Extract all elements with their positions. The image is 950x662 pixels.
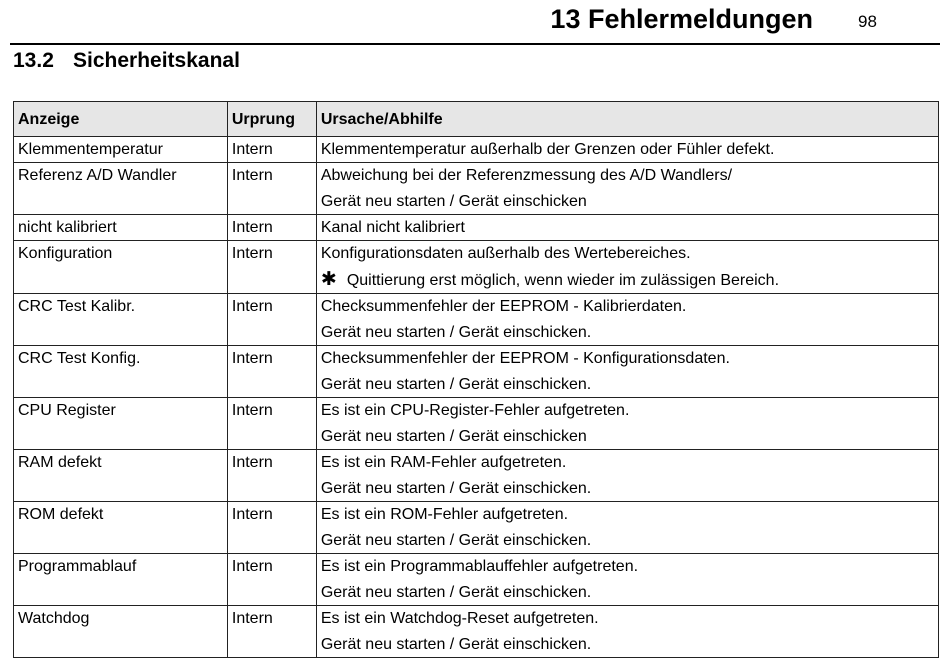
cell-ursache-abhilfe [316, 450, 938, 502]
cell-anzeige: Klemmentemperatur [14, 137, 228, 163]
page-number: 98 [858, 12, 877, 31]
cell-ursprung: Intern [227, 137, 316, 163]
table-row [14, 502, 939, 554]
note-line [321, 270, 934, 290]
cell-anzeige: CRC Test Konfig. [14, 346, 228, 398]
header-divider [10, 43, 940, 45]
cause-remedy-line: Checksummenfehler der EEPROM - Kalibrierdaten. [320, 298, 687, 315]
cause-remedy-line: Gerät neu starten / Gerät einschicken. [320, 636, 592, 653]
cell-ursache-abhilfe [316, 346, 938, 398]
chapter-title: 13 Fehlermeldungen [550, 4, 813, 34]
cause-remedy-line: Es ist ein CPU-Register-Fehler aufgetreten. [320, 402, 630, 419]
cell-anzeige: nicht kalibriert [14, 215, 228, 241]
table-row [14, 346, 939, 398]
cell-anzeige: RAM defekt [14, 450, 228, 502]
cell-ursprung: Intern [227, 294, 316, 346]
cause-remedy-line: Es ist ein Programmablauffehler aufgetreten. [320, 558, 639, 575]
cause-remedy-line: Abweichung bei der Referenzmessung des A/D Wandlers/ [320, 167, 733, 184]
cell-ursprung: Intern [227, 606, 316, 658]
table-body [14, 137, 939, 658]
column-header-anzeige: Anzeige [14, 102, 228, 137]
section-title: Sicherheitskanal [73, 49, 240, 72]
cell-ursache-abhilfe [316, 294, 938, 346]
table-header [14, 102, 939, 137]
cell-ursache-abhilfe [316, 502, 938, 554]
asterisk-icon: ✱ [320, 269, 337, 290]
error-message-table [13, 101, 939, 658]
table-row [14, 606, 939, 658]
cell-ursache-abhilfe [316, 241, 938, 294]
table-row [14, 450, 939, 502]
cell-ursprung: Intern [227, 215, 316, 241]
cause-remedy-line: Gerät neu starten / Gerät einschicken [320, 193, 587, 210]
note-text: Quittierung erst möglich, wenn wieder im zulässigen Bereich. [346, 272, 780, 289]
cause-remedy-line: Es ist ein ROM-Fehler aufgetreten. [320, 506, 569, 523]
cell-ursprung: Intern [227, 241, 316, 294]
cause-remedy-line: Gerät neu starten / Gerät einschicken. [320, 532, 592, 549]
table-row [14, 215, 939, 241]
cell-ursache-abhilfe [316, 606, 938, 658]
table-row [14, 398, 939, 450]
cell-ursache-abhilfe [316, 163, 938, 215]
cause-remedy-line: Klemmentemperatur außerhalb der Grenzen oder Fühler defekt. [320, 141, 775, 158]
cause-remedy-line: Es ist ein RAM-Fehler aufgetreten. [320, 454, 567, 471]
table-row [14, 554, 939, 606]
cell-ursache-abhilfe [316, 554, 938, 606]
cell-ursache-abhilfe [316, 398, 938, 450]
cell-anzeige: CPU Register [14, 398, 228, 450]
cell-ursache-abhilfe [316, 215, 938, 241]
section-number: 13.2 [13, 49, 54, 72]
cause-remedy-line: Checksummenfehler der EEPROM - Konfigurationsdaten. [320, 350, 730, 367]
table-row [14, 137, 939, 163]
cell-ursprung: Intern [227, 346, 316, 398]
cell-ursprung: Intern [227, 502, 316, 554]
column-header-ursache: Ursache/Abhilfe [316, 102, 938, 137]
cause-remedy-line: Gerät neu starten / Gerät einschicken. [320, 480, 592, 497]
cause-remedy-line: Gerät neu starten / Gerät einschicken. [320, 584, 592, 601]
cell-anzeige: Konfiguration [14, 241, 228, 294]
cell-anzeige: Referenz A/D Wandler [14, 163, 228, 215]
cell-anzeige: Programmablauf [14, 554, 228, 606]
chapter-header [0, 0, 950, 44]
cell-anzeige: Watchdog [14, 606, 228, 658]
cell-ursache-abhilfe [316, 137, 938, 163]
cause-remedy-line: Konfigurationsdaten außerhalb des Wertebereiches. [320, 245, 691, 262]
table-row [14, 241, 939, 294]
cause-remedy-line: Es ist ein Watchdog-Reset aufgetreten. [320, 610, 599, 627]
cause-remedy-line: Gerät neu starten / Gerät einschicken [320, 428, 587, 445]
cell-ursprung: Intern [227, 554, 316, 606]
table-header-row [14, 102, 939, 137]
cell-ursprung: Intern [227, 450, 316, 502]
cell-ursprung: Intern [227, 398, 316, 450]
cell-anzeige: CRC Test Kalibr. [14, 294, 228, 346]
cause-remedy-line: Gerät neu starten / Gerät einschicken. [320, 376, 592, 393]
table-row [14, 294, 939, 346]
table-row [14, 163, 939, 215]
column-header-ursprung: Urprung [227, 102, 316, 137]
cell-anzeige: ROM defekt [14, 502, 228, 554]
cell-ursprung: Intern [227, 163, 316, 215]
cause-remedy-line: Kanal nicht kalibriert [320, 219, 465, 236]
cause-remedy-line: Gerät neu starten / Gerät einschicken. [320, 324, 592, 341]
section-heading [13, 49, 240, 73]
